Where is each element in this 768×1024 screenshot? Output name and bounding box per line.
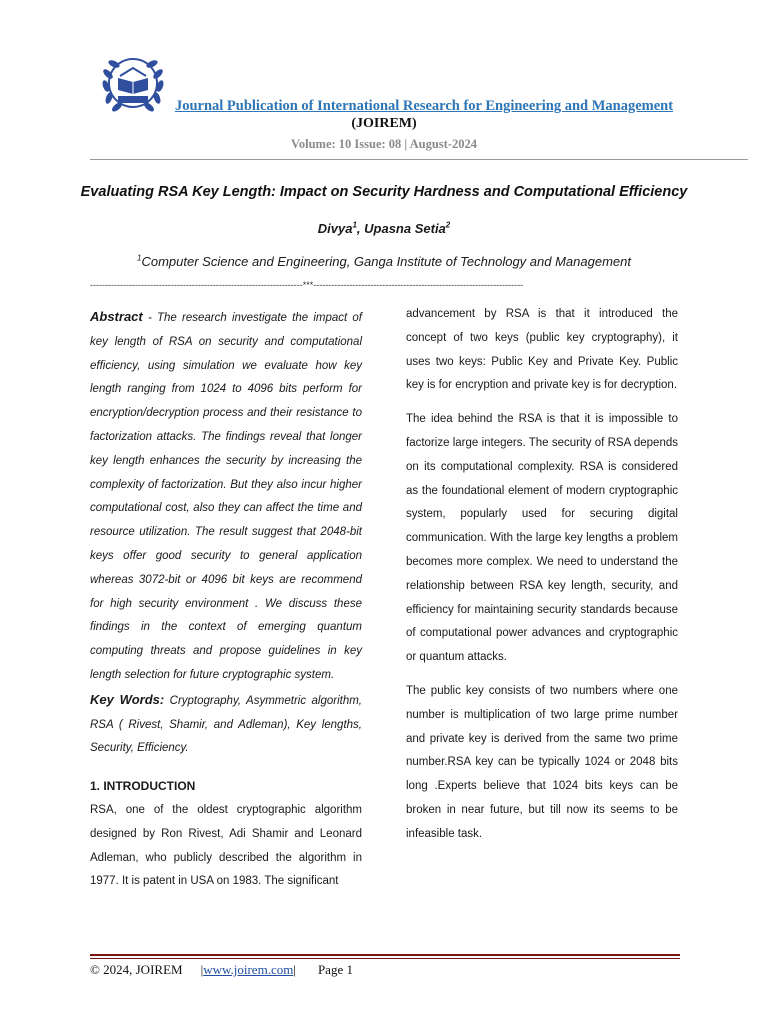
volume-issue-line: Volume: 10 Issue: 08 | August-2024	[291, 137, 477, 151]
author-line	[0, 221, 768, 236]
footer-copyright: © 2024, JOIREM	[90, 962, 183, 977]
footer-rule-thick	[90, 954, 680, 956]
body-paragraph: advancement by RSA is that it introduced the concept of two keys (public key cryptography), it uses two keys: Public Key and Private Key. Public key is for encryption and private key is for decryption.	[406, 308, 678, 392]
affiliation-mark: 1	[137, 253, 142, 263]
footer-link-bar: |	[200, 962, 204, 977]
journal-abbreviation: (JOIREM)	[351, 116, 417, 131]
body-paragraph: The idea behind the RSA is that it is impossible to factorize large integers. The security of RSA depends on its computational complexity. RSA is considered as the foundational element of modern cryptographic system, popularly used for securing digital communication. With the large key lengths a problem becomes more complex. We need to understand the relationship between RSA key length, security, and efficiency for maintaining security standards because of computational power advances and cryptographic or quantum attacks.	[406, 413, 678, 664]
page-footer	[90, 962, 690, 978]
header-divider	[90, 159, 748, 160]
abstract-text: The research investigate the impact of key length of RSA on security and computational efficiency, using simulation we evaluate how key length ranging from 1024 to 4096 bits perform for encryption/decryption process and their resistance to factorization attacks. The findings reveal that longer key length enhances the security by increasing the complexity of factorization. But they also incur higher computational cost, also they can affect the time and resource utilization. The result suggest that 2048-bit keys offer good security to general application whereas 3072-bit or 4096 bit keys are recommend for high security environment . We discuss these findings in the context of emerging quantum computing threats and propose guidelines in key length selection for future cryptographic system.	[90, 312, 362, 681]
footer-page-number: Page 1	[317, 962, 353, 977]
author-name: Upasna Setia	[364, 221, 446, 236]
footer-website-link[interactable]: www.joirem.com	[203, 962, 294, 977]
keywords-paragraph	[90, 688, 362, 761]
right-column	[406, 303, 678, 857]
journal-title[interactable]: Journal Publication of International Research for Engineering and Management	[174, 98, 674, 114]
affiliation-line	[0, 254, 768, 269]
introduction-paragraph: RSA, one of the oldest cryptographic algorithm designed by Ron Rivest, Adi Shamir and Leonard Adleman, who publicly described the algorithm in 1977. It is patent in USA on 1983. The significant	[90, 803, 362, 888]
affiliation-text: Computer Science and Engineering, Ganga Institute of Technology and Management	[141, 254, 631, 269]
section-heading-introduction: 1. INTRODUCTION	[90, 779, 196, 794]
abstract-dash: -	[142, 312, 157, 324]
footer-link-bar: |	[293, 962, 296, 977]
author-affiliation-mark: 1	[352, 220, 357, 230]
author-affiliation-mark: 2	[445, 220, 451, 230]
author-separator: ,	[356, 221, 365, 236]
paper-title: Evaluating RSA Key Length: Impact on Security Hardness and Computational Efficiency	[80, 184, 688, 200]
footer-rule-thin	[90, 958, 680, 959]
keywords-label: Key Words:	[90, 691, 165, 707]
body-paragraph: The public key consists of two numbers where one number is multiplication of two large prime number and private key is derived from the same two prime number.RSA key can be typically 1024 or 2048 bits long .Experts believe that 1024 bits keys can be broken in near future, but till now its seems to be infeasible task.	[406, 684, 678, 840]
author-name: Divya	[317, 221, 353, 236]
section-separator: -----------------------------------------------------------------------***----------------------------------------------------------------------	[90, 280, 524, 290]
left-column	[90, 305, 362, 894]
abstract-label: Abstract	[90, 309, 143, 324]
abstract-paragraph	[90, 305, 362, 688]
keywords-text: Cryptography, Asymmetric algorithm, RSA ( Rivest, Shamir, and Adleman), Key lengths, Security, Efficiency.	[90, 694, 362, 755]
